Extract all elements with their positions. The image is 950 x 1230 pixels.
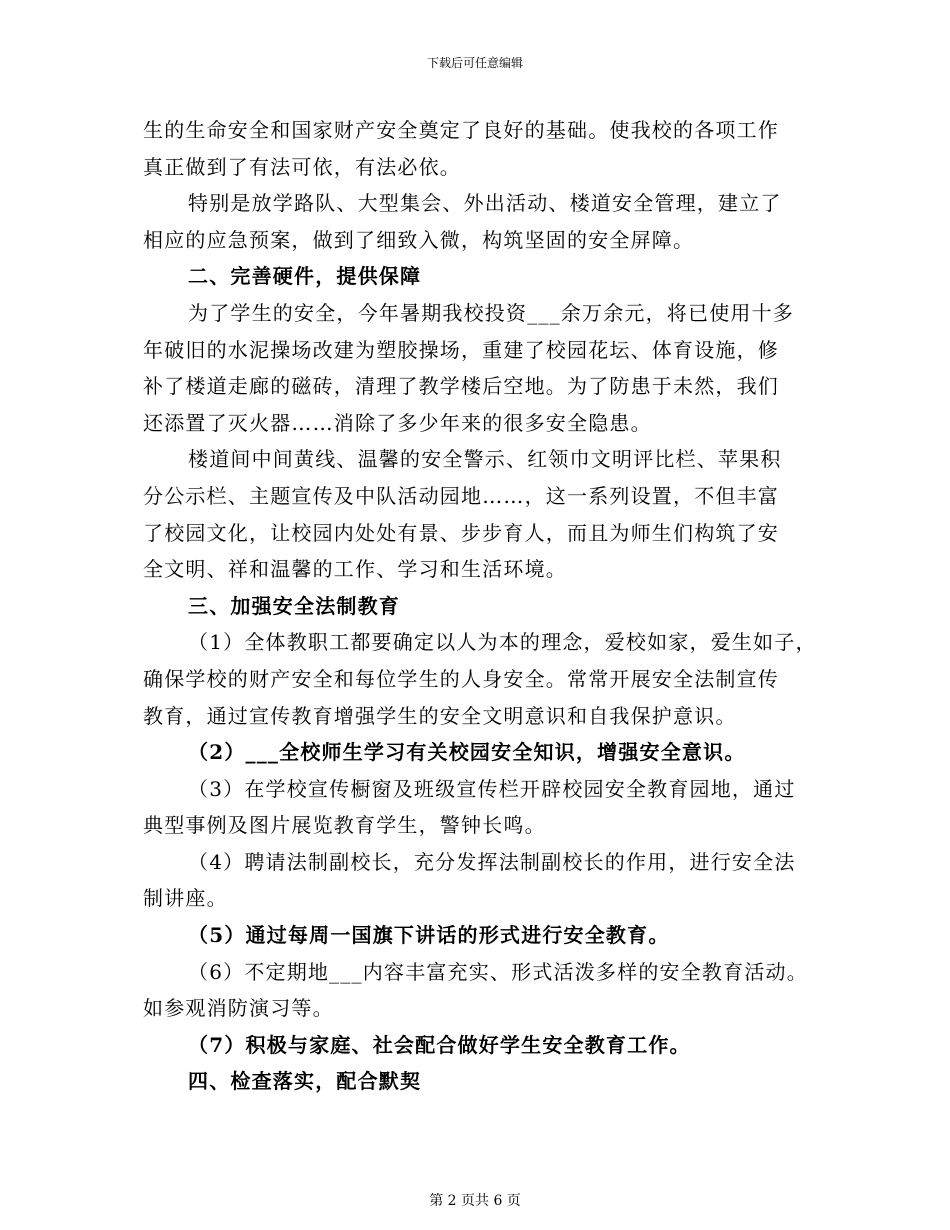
text-line: （7）积极与家庭、社会配合做好学生安全教育工作。	[188, 1032, 691, 1057]
text-line: （4）聘请法制副校长，充分发挥法制副校长的作用，进行安全法	[188, 849, 796, 874]
text-line: （2）___全校师生学习有关校园安全知识，增强安全意识。	[188, 740, 746, 765]
text-line: 教育，通过宣传教育增强学生的安全文明意识和自我保护意识。	[143, 703, 737, 728]
text-line: 为了学生的安全，今年暑期我校投资___余万余元，将已使用十多	[188, 300, 794, 325]
text-line: 了校园文化，让校园内处处有景、步步育人，而且为师生们构筑了安	[143, 520, 779, 545]
text-line: 四、检查落实，配合默契	[188, 1069, 422, 1094]
paragraph	[143, 771, 823, 844]
section-heading	[143, 917, 823, 954]
paragraph	[143, 112, 823, 185]
text-line: 二、完善硬件，提供保障	[188, 264, 422, 289]
text-line: （3）在学校宣传橱窗及班级宣传栏开辟校园安全教育园地，通过	[188, 776, 796, 801]
section-heading	[143, 1063, 823, 1100]
paragraph	[143, 441, 823, 587]
document-body	[143, 112, 823, 1100]
text-line: 分公示栏、主题宣传及中队活动园地……，这一系列设置，不但丰富	[143, 483, 779, 508]
section-heading	[143, 734, 823, 771]
text-line: （5）通过每周一国旗下讲话的形式进行安全教育。	[188, 923, 670, 948]
page-header: 下载后可任意编辑	[426, 56, 523, 70]
text-line: 补了楼道走廊的磁砖，清理了教学楼后空地。为了防患于未然，我们	[143, 374, 779, 399]
text-line: 相应的应急预案，做到了细致入微，构筑坚固的安全屏障。	[143, 227, 695, 252]
text-line: 全文明、祥和温馨的工作、学习和生活环境。	[143, 557, 567, 582]
section-heading	[143, 258, 823, 295]
paragraph	[143, 954, 823, 1027]
section-heading	[143, 1027, 823, 1064]
paragraph	[143, 185, 823, 258]
paragraph	[143, 844, 823, 917]
text-line: 年破旧的水泥操场改建为塑胶操场，重建了校园花坛、体育设施，修	[143, 337, 779, 362]
text-line: 特别是放学路队、大型集会、外出活动、楼道安全管理，建立了	[188, 191, 782, 216]
text-line: （6）不定期地___内容丰富充实、形式活泼多样的安全教育活动。	[188, 959, 808, 984]
text-line: （1）全体教职工都要确定以人为本的理念，爱校如家，爱生如子，	[188, 630, 817, 655]
text-line: 制讲座。	[143, 886, 228, 911]
text-line: 如参观消防演习等。	[143, 996, 334, 1021]
text-line: 楼道间中间黄线、温馨的安全警示、红领巾文明评比栏、苹果积	[188, 447, 782, 472]
section-heading	[143, 588, 823, 625]
text-line: 典型事例及图片展览教育学生，警钟长鸣。	[143, 813, 546, 838]
text-line: 真正做到了有法可依，有法必依。	[143, 154, 461, 179]
page-footer: 第 2 页共 6 页	[429, 1193, 521, 1209]
text-line: 生的生命安全和国家财产安全奠定了良好的基础。使我校的各项工作	[143, 118, 779, 142]
text-line: 还添置了灭火器……消除了多少年来的很多安全隐患。	[143, 410, 652, 435]
text-line: 确保学校的财产安全和每位学生的人身安全。常常开展安全法制宣传	[143, 666, 779, 691]
text-line: 三、加强安全法制教育	[188, 593, 400, 618]
paragraph	[143, 624, 823, 734]
paragraph	[143, 295, 823, 441]
